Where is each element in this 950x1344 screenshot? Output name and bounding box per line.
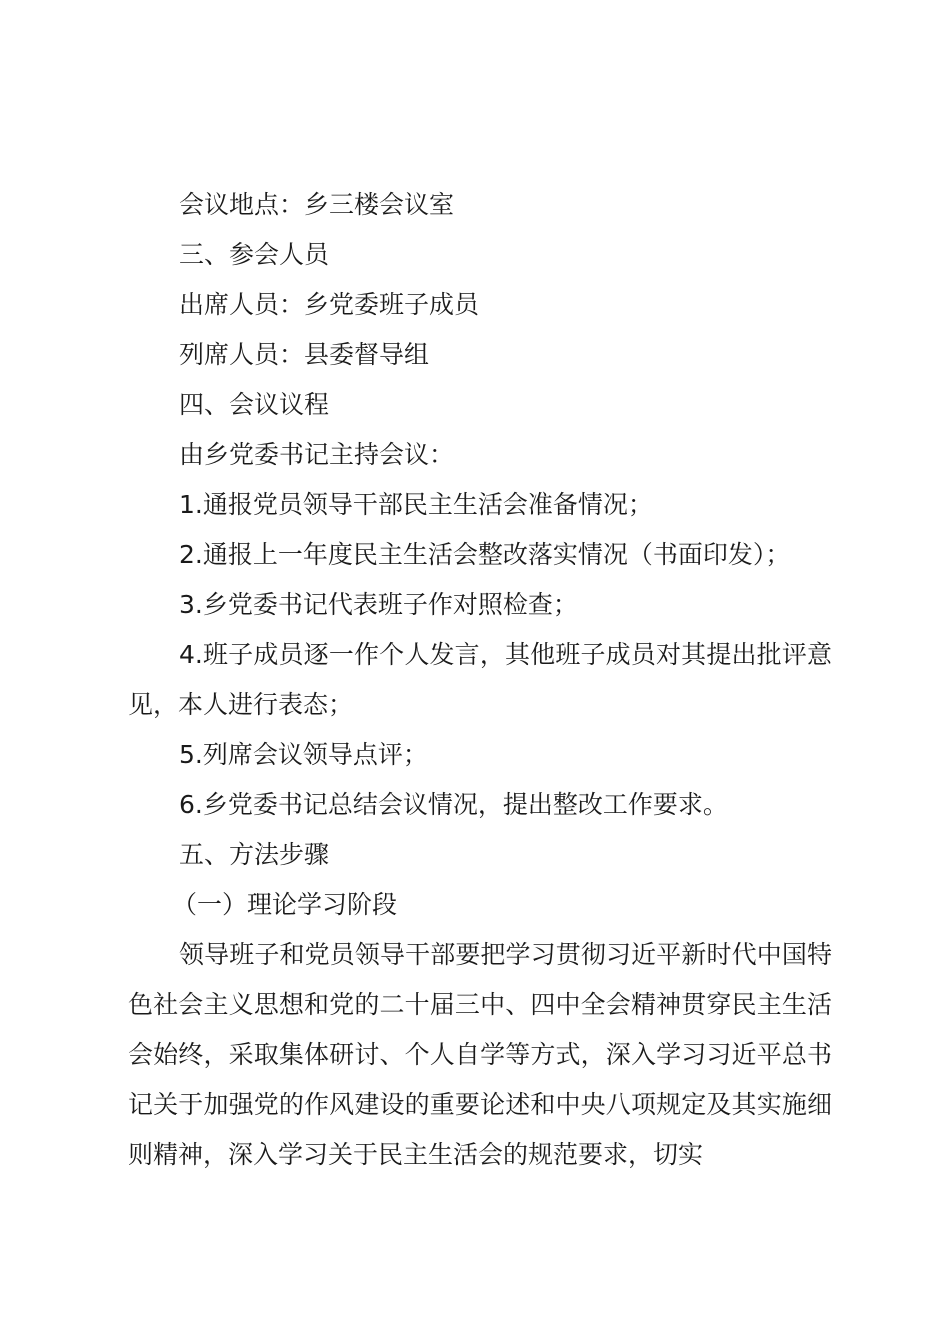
- section-heading-agenda: 四、会议议程: [179, 390, 330, 419]
- agenda-item: 5.列席会议领导点评；: [179, 740, 428, 769]
- attendees-observers: 列席人员：县委督导组: [179, 340, 430, 369]
- document-body: [128, 180, 832, 1180]
- agenda-intro: 由乡党委书记主持会议：: [179, 440, 455, 469]
- subsection-heading-theory-study: （一）理论学习阶段: [172, 890, 398, 919]
- agenda-item: 1.通报党员领导干部民主生活会准备情况；: [179, 490, 653, 519]
- attendees-present: 出席人员：乡党委班子成员: [179, 290, 480, 319]
- agenda-item: 3.乡党委书记代表班子作对照检查；: [179, 590, 578, 619]
- meeting-location: 会议地点：乡三楼会议室: [179, 190, 455, 219]
- section-heading-methods: 五、方法步骤: [179, 840, 330, 869]
- body-paragraph: 领导班子和党员领导干部要把学习贯彻习近平新时代中国特色社会主义思想和党的二十届三中、四中全会精神贯穿民主生活会始终，采取集体研讨、个人自学等方式，深入学习习近平总书记关于加强党的作风建设的重要论述和中央八项规定及其实施细则精神，深入学习关于民主生活会的规范要求，切实: [128, 940, 832, 1169]
- agenda-item: 2.通报上一年度民主生活会整改落实情况（书面印发）；: [179, 540, 791, 569]
- agenda-item: 4.班子成员逐一作个人发言，其他班子成员对其提出批评意见，本人进行表态；: [128, 640, 832, 719]
- agenda-item: 6.乡党委书记总结会议情况，提出整改工作要求。: [179, 790, 728, 819]
- section-heading-attendees: 三、参会人员: [179, 240, 330, 269]
